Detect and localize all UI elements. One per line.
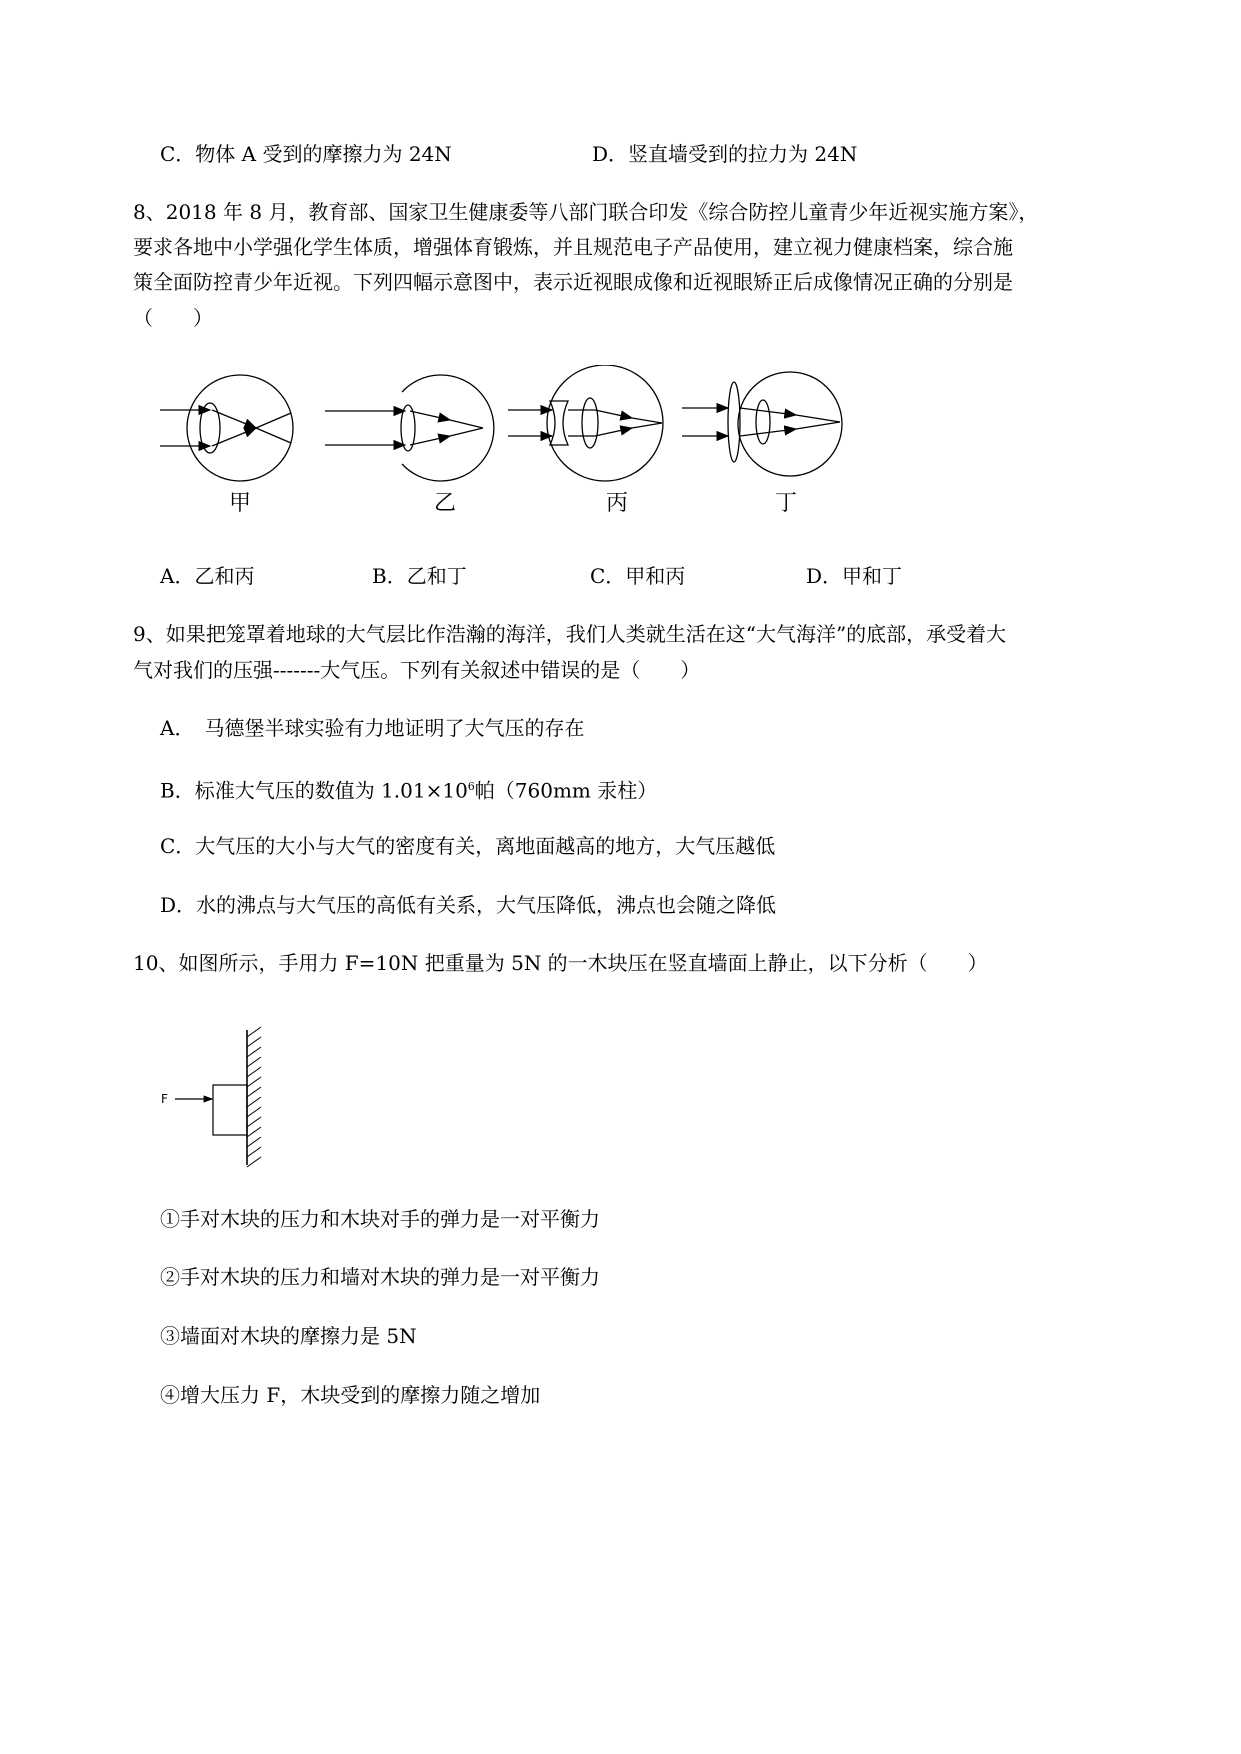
q9-option-b-text: B．标准大气压的数值为 1.01×10 bbox=[160, 778, 468, 803]
q10-statement-2: ②手对木块的压力和墙对木块的弹力是一对平衡力 bbox=[160, 1265, 600, 1289]
q9-option-d: D．水的沸点与大气压的高低有关系，大气压降低，沸点也会随之降低 bbox=[160, 893, 777, 917]
figure-label-ding: 丁 bbox=[774, 491, 798, 516]
q8-stem-line1: 8、2018 年 8 月，教育部、国家卫生健康委等八部门联合印发《综合防控儿童青少年近视实施方案》， bbox=[133, 200, 1039, 224]
q9-option-c: C．大气压的大小与大气的密度有关，离地面越高的地方，大气压越低 bbox=[160, 834, 776, 858]
q10-statement-1: ①手对木块的压力和木块对手的弹力是一对平衡力 bbox=[160, 1207, 600, 1231]
q9-option-b-unit: 帕（760mm 汞柱） bbox=[474, 778, 658, 803]
q9-stem-line2: 气对我们的压强-------大气压。下列有关叙述中错误的是（ ） bbox=[133, 658, 701, 682]
q10-statement-3: ③墙面对木块的摩擦力是 5N bbox=[160, 1324, 417, 1348]
q9-stem-line1: 9、如果把笼罩着地球的大气层比作浩瀚的海洋，我们人类就生活在这“大气海洋”的底部，承受着大 bbox=[133, 622, 1007, 646]
q7-option-d: D．竖直墙受到的拉力为 24N bbox=[592, 142, 858, 166]
q8-stem-line3: 策全面防控青少年近视。下列四幅示意图中，表示近视眼成像和近视眼矫正后成像情况正确的分别是 bbox=[133, 270, 1013, 294]
q10-stem: 10、如图所示，手用力 F=10N 把重量为 5N 的一木块压在竖直墙面上静止，以下分析（ ） bbox=[133, 951, 988, 975]
force-label: F bbox=[161, 1092, 168, 1106]
wood-block bbox=[213, 1085, 247, 1135]
q8-stem-line2: 要求各地中小学强化学生体质，增强体育锻炼，并且规范电子产品使用，建立视力健康档案，综合施 bbox=[133, 235, 1013, 259]
q8-option-a: A．乙和丙 bbox=[160, 564, 255, 588]
eye-diagram-jia bbox=[160, 375, 293, 481]
q7-option-c: C．物体 A 受到的摩擦力为 24N bbox=[160, 142, 452, 166]
q8-option-d: D．甲和丁 bbox=[806, 564, 903, 588]
q10-wall-block-diagram bbox=[155, 1025, 285, 1170]
q8-answer-blank: （ ） bbox=[133, 306, 213, 330]
figure-label-bing: 丙 bbox=[605, 491, 629, 516]
q9-option-b-exponent: 6 bbox=[467, 780, 475, 793]
eye-diagram-bing bbox=[508, 365, 663, 481]
figure-label-jia: 甲 bbox=[228, 491, 252, 516]
q9-option-a: A． 马德堡半球实验有力地证明了大气压的存在 bbox=[160, 716, 585, 740]
q10-statement-4: ④增大压力 F，木块受到的摩擦力随之增加 bbox=[160, 1383, 541, 1407]
q8-eye-diagrams bbox=[150, 365, 870, 525]
q8-option-b: B．乙和丁 bbox=[372, 564, 467, 588]
q8-option-c: C．甲和丙 bbox=[590, 564, 686, 588]
eye-diagram-ding bbox=[682, 372, 842, 476]
figure-label-yi: 乙 bbox=[433, 491, 457, 516]
q9-option-b bbox=[160, 773, 657, 805]
eye-diagram-yi bbox=[325, 375, 494, 481]
